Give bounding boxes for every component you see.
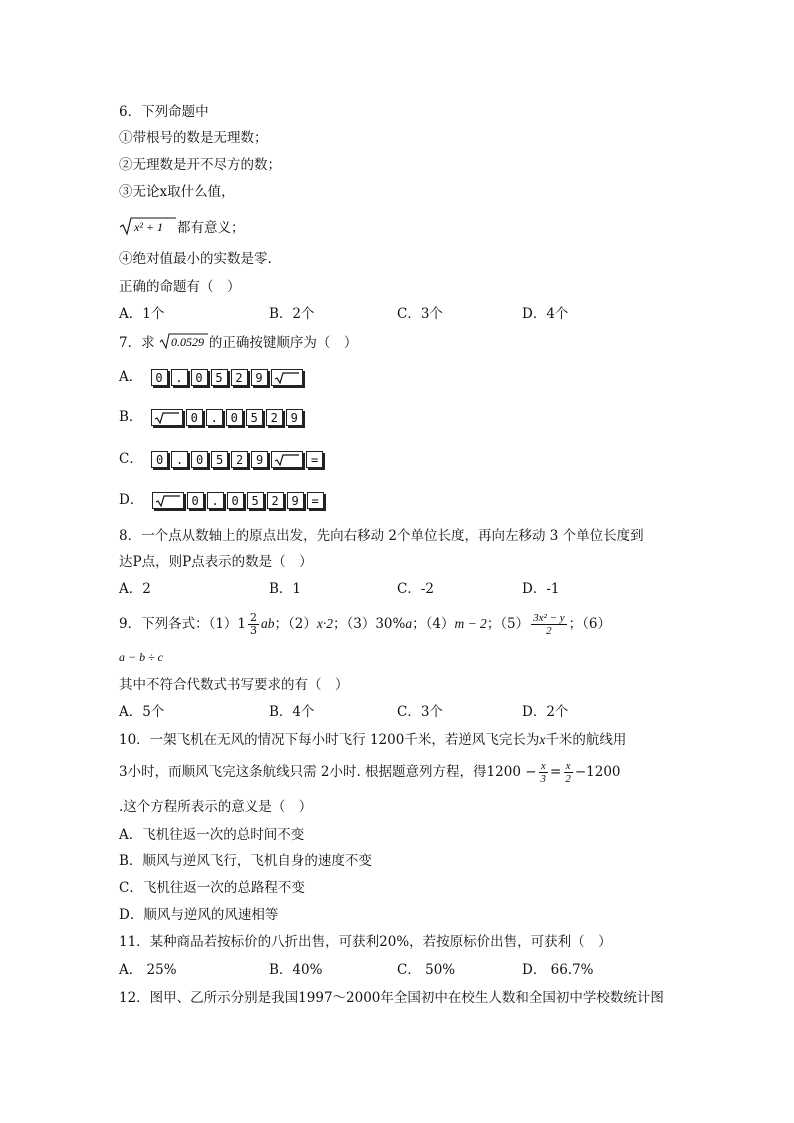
key-2: 2	[267, 492, 284, 509]
key-sequence-d	[152, 492, 324, 509]
key-sequence-b	[151, 409, 303, 426]
q10-line-2	[119, 760, 621, 785]
q9-expr-1: ab	[261, 616, 275, 631]
q12-text: 12．图甲、乙所示分别是我国1997～2000年全国初中在校生人数和全国初中学校数统计图	[119, 990, 664, 1006]
q6-option-d: D．4个	[522, 306, 569, 322]
q9-prompt: 其中不符合代数式书写要求的有（ ）	[119, 677, 349, 693]
q6-statement-4: ④绝对值最小的实数是零.	[119, 251, 272, 267]
q9-label-3: ；（3）30%	[333, 616, 406, 632]
q9-option-c: C．3个	[397, 704, 443, 720]
q9-fraction-5	[531, 612, 567, 637]
key-5: 5	[247, 492, 264, 509]
q9-pre: 9．下列各式：（1）1	[119, 616, 247, 632]
q7-option-a-label: A．	[119, 369, 143, 385]
q6-prompt: 正确的命题有（ ）	[119, 279, 241, 295]
q6-statement-1: ①带根号的数是无理数；	[119, 130, 268, 146]
q6-option-c: C．3个	[397, 306, 443, 322]
q8-line-1: 8．一个点从数轴上的原点出发，先向右移动 2个单位长度，再向左移动 3 个单位长度到	[119, 528, 644, 544]
q9-frac1-den: 3	[250, 624, 258, 637]
key-sequence-c	[151, 451, 323, 468]
key-5: 5	[211, 369, 228, 386]
q7-option-d	[119, 491, 324, 509]
q10-line-1a: 10．一架飞机在无风的情况下每小时飞行 1200千米，若逆风飞完长为	[119, 732, 540, 748]
q6-statement-3: ③无论x取什么值，	[119, 184, 235, 200]
q7-title-pre: 7．求	[119, 335, 155, 351]
q8-option-a: A．2	[119, 581, 151, 597]
q9-expr-6: a − b ÷ c	[119, 650, 164, 664]
q10-fraca-num: x	[540, 760, 546, 772]
key-0: 0	[191, 369, 208, 386]
key-0: 0	[186, 409, 203, 426]
q7-option-c	[119, 450, 323, 468]
q7-sqrt	[159, 332, 209, 355]
sqrt-key-icon	[271, 451, 303, 468]
q10-line-2b: −1200	[574, 764, 621, 780]
q9-label-2: ；（2）	[274, 616, 317, 632]
q6-statement-3b-text: 都有意义；	[177, 220, 245, 236]
q9-line-1	[119, 612, 611, 637]
sqrt-expression	[119, 216, 177, 241]
q6-option-b: B．2个	[269, 306, 315, 322]
key-2: 2	[266, 409, 283, 426]
q9-expr-4: m − 2	[454, 616, 487, 631]
key-2: 2	[231, 451, 248, 468]
q10-line-3: .这个方程所表示的意义是（ ）	[119, 799, 313, 815]
q7-title	[119, 332, 357, 355]
q11-text: 11．某种商品若按标价的八折出售，可获利20%，若按原标价出售，可获利（ ）	[119, 934, 612, 950]
q9-label-5: ；（5）	[486, 616, 530, 632]
q8-option-b: B．1	[269, 581, 302, 597]
q9-option-a: A．5个	[119, 704, 165, 720]
key-2: 2	[231, 369, 248, 386]
key-decimal: .	[207, 492, 224, 509]
q9-fraction-1	[248, 612, 259, 637]
q10-fraction-a	[539, 760, 549, 785]
q10-option-a: A．飞机往返一次的总时间不变	[119, 827, 305, 843]
q9-expr-2: x·2	[316, 616, 333, 631]
q10-fraca-den: 3	[540, 773, 547, 785]
key-sequence-a	[151, 369, 303, 386]
q10-option-d: D．顺风与逆风的风速相等	[119, 907, 279, 923]
key-9: 9	[287, 492, 304, 509]
q6-statement-2: ②无理数是开不尽方的数；	[119, 157, 281, 173]
q6-title: 6．下列命题中	[119, 104, 209, 120]
q10-line-2a: 3小时，而顺风飞完这条航线只需 2小时. 根据题意列方程，得1200 −	[119, 764, 537, 780]
q9-option-b: B．4个	[269, 704, 315, 720]
key-0: 0	[226, 409, 243, 426]
q6-option-a: A．1个	[119, 306, 165, 322]
key-equals: =	[306, 451, 323, 468]
key-decimal: .	[171, 451, 188, 468]
key-9: 9	[251, 369, 268, 386]
q6-statement-3b	[119, 216, 245, 241]
q9-frac1-num: 2	[250, 611, 258, 624]
q7-option-b	[119, 408, 303, 426]
q7-option-b-label: B．	[119, 409, 143, 425]
q11-option-a: A． 25%	[119, 962, 177, 978]
key-equals: =	[307, 492, 324, 509]
q10-var-x: x	[539, 732, 546, 747]
q10-option-b: B．顺风与逆风飞行，飞机自身的速度不变	[119, 853, 372, 869]
q7-radicand: 0.0529	[170, 335, 204, 349]
key-0: 0	[187, 492, 204, 509]
q11-option-c: C． 50%	[397, 962, 456, 978]
key-0: 0	[151, 451, 168, 468]
q9-option-d: D．2个	[522, 704, 569, 720]
key-decimal: .	[206, 409, 223, 426]
q7-option-a	[119, 368, 303, 386]
q7-option-c-label: C．	[119, 451, 143, 467]
q11-option-d: D． 66.7%	[522, 962, 594, 978]
q8-option-c: C．-2	[397, 581, 434, 597]
q8-line-2: 达P点，则P点表示的数是（ ）	[119, 554, 313, 570]
q9-frac5-den: 2	[546, 625, 552, 637]
radical-sign-icon	[159, 332, 209, 350]
q10-fracb-num: x	[565, 760, 571, 772]
key-9: 9	[286, 409, 303, 426]
key-decimal: .	[171, 369, 188, 386]
key-0: 0	[191, 451, 208, 468]
q10-line-1	[119, 731, 626, 749]
q10-line-1b: 千米的航线用	[545, 732, 627, 748]
key-5: 5	[211, 451, 228, 468]
q11-option-b: B．40%	[269, 962, 323, 978]
key-0: 0	[151, 369, 168, 386]
sqrt-key-icon	[152, 492, 184, 509]
q10-fracb-den: 2	[565, 773, 571, 785]
key-0: 0	[227, 492, 244, 509]
q9-frac5-num: 3x² − y	[533, 612, 565, 624]
q10-equals: =	[550, 764, 562, 780]
q7-option-d-label: D．	[119, 492, 144, 508]
q9-label-4: ；（4）	[412, 616, 455, 632]
q9-label-6: ；（6）	[568, 616, 611, 632]
q10-option-c: C．飞机往返一次的总路程不变	[119, 880, 305, 896]
sqrt-key-icon	[151, 409, 183, 426]
radical-sign-icon	[119, 216, 177, 236]
q7-title-post: 的正确按键顺序为（ ）	[208, 335, 358, 351]
key-9: 9	[251, 451, 268, 468]
sqrt-key-icon	[271, 369, 303, 386]
q9-expr-3: a	[405, 616, 413, 631]
key-5: 5	[246, 409, 263, 426]
q10-fraction-b	[563, 760, 573, 785]
sqrt-radicand: x² + 1	[134, 220, 164, 234]
q8-option-d: D．-1	[522, 581, 560, 597]
